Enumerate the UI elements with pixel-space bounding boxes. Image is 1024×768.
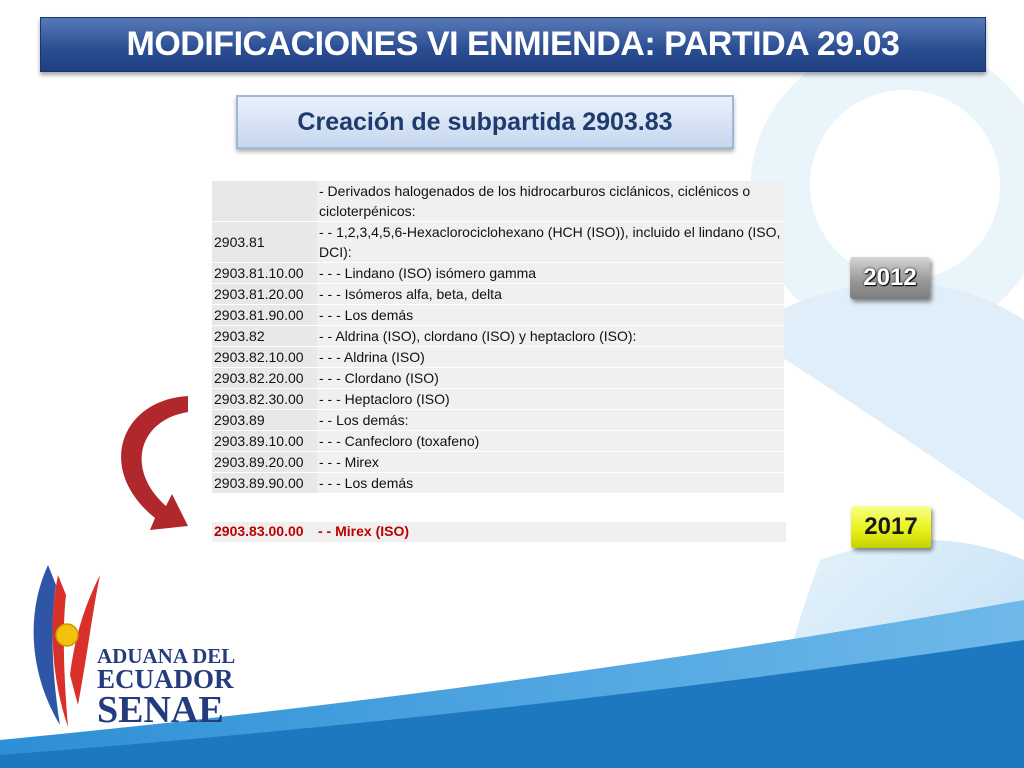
- row-description: - - Los demás:: [317, 410, 784, 431]
- table-row: [212, 181, 784, 222]
- senae-logo-text: [97, 644, 236, 731]
- table-row: [212, 368, 784, 389]
- row-description: - - - Clordano (ISO): [317, 368, 784, 389]
- logo-line-3: SENAE: [97, 689, 224, 731]
- row-code: 2903.89: [212, 410, 317, 431]
- row-code: [212, 181, 317, 222]
- table-row: [212, 263, 784, 284]
- table-row: [212, 452, 784, 473]
- table-row: [212, 389, 784, 410]
- slide-title: MODIFICACIONES VI ENMIENDA: PARTIDA 29.03: [40, 17, 986, 72]
- row-description: - - - Lindano (ISO) isómero gamma: [317, 263, 784, 284]
- row-description: - - - Canfecloro (toxafeno): [317, 431, 784, 452]
- row-description: - - - Los demás: [317, 305, 784, 326]
- row-description: - - - Mirex: [317, 452, 784, 473]
- table-row: [212, 305, 784, 326]
- subtitle-box: Creación de subpartida 2903.83: [236, 95, 734, 149]
- logo-line-1: ADUANA DEL: [97, 644, 236, 668]
- row-code: 2903.81.10.00: [212, 263, 317, 284]
- row-description: - - - Los demás: [317, 473, 784, 494]
- new-row-description: - - Mirex (ISO): [318, 523, 410, 539]
- row-description: - - 1,2,3,4,5,6-Hexaclorociclohexano (HCH (ISO)), incluido el lindano (ISO, DCI):: [317, 222, 784, 263]
- row-code: 2903.81.90.00: [212, 305, 317, 326]
- table-row: [212, 284, 784, 305]
- row-code: 2903.82.10.00: [212, 347, 317, 368]
- row-code: 2903.81.20.00: [212, 284, 317, 305]
- row-description: - - - Isómeros alfa, beta, delta: [317, 284, 784, 305]
- year-2012-badge: 2012: [850, 257, 930, 299]
- new-subheading-row: [212, 522, 786, 542]
- row-code: 2903.89.20.00: [212, 452, 317, 473]
- curved-arrow-icon: [100, 390, 200, 550]
- table-row: [212, 347, 784, 368]
- table-row: [212, 473, 784, 494]
- row-code: 2903.82: [212, 326, 317, 347]
- row-code: 2903.82.30.00: [212, 389, 317, 410]
- tariff-table: [212, 181, 784, 494]
- table-row: [212, 431, 784, 452]
- new-row-code: 2903.83.00.00: [214, 523, 304, 539]
- table-row: [212, 222, 784, 263]
- row-description: - - - Aldrina (ISO): [317, 347, 784, 368]
- row-description: - - - Heptacloro (ISO): [317, 389, 784, 410]
- row-code: 2903.89.10.00: [212, 431, 317, 452]
- row-description: - - Aldrina (ISO), clordano (ISO) y heptacloro (ISO):: [317, 326, 784, 347]
- row-description: - Derivados halogenados de los hidrocarburos ciclánicos, ciclénicos o cicloterpénicos:: [317, 181, 784, 222]
- row-code: 2903.81: [212, 222, 317, 263]
- table-row: [212, 410, 784, 431]
- logo-line-2: ECUADOR: [97, 664, 234, 694]
- row-code: 2903.82.20.00: [212, 368, 317, 389]
- row-code: 2903.89.90.00: [212, 473, 317, 494]
- year-2017-badge: 2017: [851, 506, 931, 548]
- table-row: [212, 326, 784, 347]
